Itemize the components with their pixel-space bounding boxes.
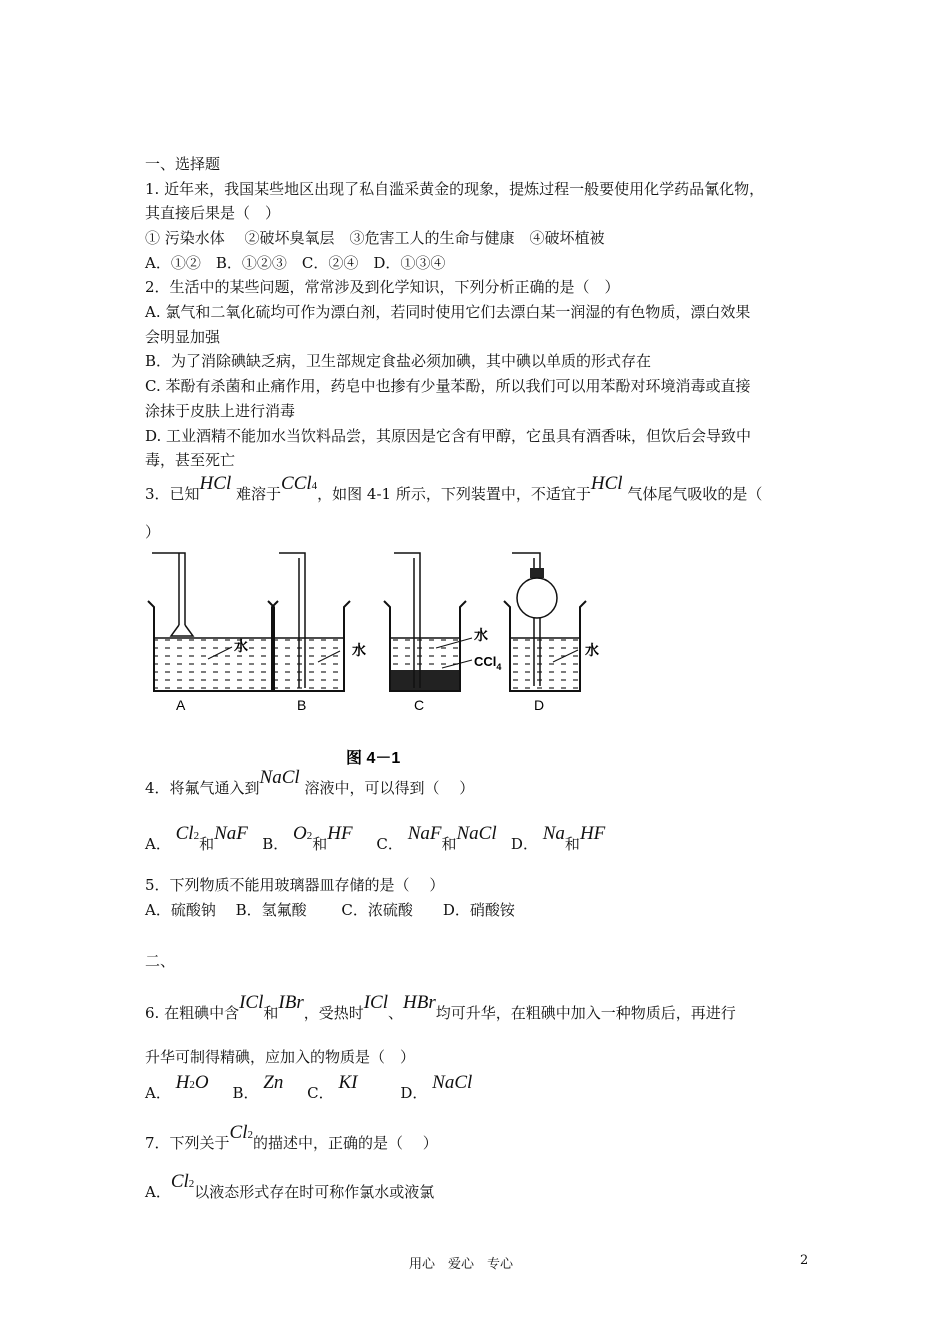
- apparatus-c: [384, 553, 501, 713]
- formula-ccl4: CCl4: [281, 473, 318, 494]
- q2-option-b: B．为了消除碘缺乏病，卫生部规定食盐必须加碘，其中碘以单质的形式存在: [145, 352, 652, 370]
- q4-option-a: A．: [145, 835, 171, 853]
- q4-option-d: D．: [510, 835, 538, 853]
- formula-hf-2: HF: [579, 823, 606, 844]
- label-water-a: 水: [234, 638, 248, 654]
- formula-cl2-2: Cl2: [229, 1122, 253, 1143]
- word-and-5: 和: [263, 1004, 279, 1022]
- q2-option-c2: 涂抹于皮肤上进行消毒: [145, 402, 296, 420]
- q4-options: [145, 823, 606, 856]
- formula-hbr: HBr: [403, 992, 436, 1013]
- q7-text-2: 的描述中，正确的是（ ）: [253, 1134, 438, 1152]
- q3-text-1: 3．已知: [145, 485, 200, 503]
- q2-option-d1: D. 工业酒精不能加水当饮料品尝，其原因是它含有甲醇，它虽具有酒香味，但饮后会导致中: [145, 427, 752, 445]
- formula-nacl-3: NaCl: [432, 1072, 473, 1093]
- apparatus-b: [268, 553, 366, 713]
- apparatus-a: [148, 553, 278, 713]
- q2-option-a2: 会明显加强: [145, 328, 221, 346]
- footer-slogan: 用心 爱心 专心: [409, 1257, 514, 1272]
- formula-naf: NaF: [214, 823, 248, 844]
- q1-items: ① 污染水体 ②破坏臭氧层 ③危害工人的生命与健康 ④破坏植被: [145, 229, 605, 247]
- figure-4-1: [140, 548, 620, 773]
- formula-icl-2: ICl: [363, 992, 389, 1013]
- q5-options: A．硫酸钠 B．氢氟酸 C．浓硫酸 D．硝酸铵: [145, 901, 515, 919]
- q2-option-a1: A. 氯气和二氧化硫均可作为漂白剂，若同时使用它们去漂白某一润湿的有色物质，漂白效果: [145, 303, 751, 321]
- q1-options: A．①② B．①②③ C．②④ D．①③④: [145, 254, 446, 272]
- q6-options: [145, 1072, 473, 1105]
- formula-cl2: Cl2: [175, 823, 200, 844]
- q6-option-b: B．: [232, 1084, 259, 1102]
- formula-h2o: H2O: [175, 1072, 209, 1093]
- q4-option-b: B．: [262, 835, 289, 853]
- section-2-heading: 二、: [145, 952, 176, 970]
- q6-stem-line2: 升华可制得精碘，应加入的物质是（ ）: [145, 1048, 416, 1066]
- q1-line2: 其直接后果是（ ）: [145, 204, 281, 222]
- label-d: D: [534, 697, 545, 713]
- q3-text-3: ，如图 4-1 所示，下列装置中，不适宜于: [317, 485, 591, 503]
- formula-o2: O2: [293, 823, 313, 844]
- formula-zn: Zn: [263, 1072, 284, 1093]
- q7-option-a: [145, 1171, 435, 1204]
- q6-text-1: 6. 在粗碘中含: [145, 1004, 240, 1022]
- q2-stem: 2．生活中的某些问题，常常涉及到化学知识，下列分析正确的是（ ）: [145, 278, 620, 296]
- formula-naf-2: NaF: [407, 823, 442, 844]
- formula-cl2-3: Cl2: [170, 1171, 195, 1192]
- formula-icl: ICl: [239, 992, 264, 1013]
- q6-option-c: C．: [307, 1084, 334, 1102]
- q6-separator: 、: [388, 1004, 404, 1022]
- label-water-c: 水: [474, 627, 488, 643]
- q6-text-2: ，受热时: [303, 1004, 364, 1022]
- label-b: B: [297, 697, 307, 713]
- page-number: 2: [800, 1253, 809, 1268]
- q6-text-3: 均可升华，在粗碘中加入一种物质后，再进行: [435, 1004, 736, 1022]
- q3-text-2: 难溶于: [236, 485, 282, 503]
- word-and-2: 和: [312, 835, 328, 853]
- formula-ibr: IBr: [278, 992, 304, 1013]
- formula-na: Na: [542, 823, 565, 844]
- q4-option-c: C．: [376, 835, 403, 853]
- formula-hf: HF: [327, 823, 353, 844]
- word-and-4: 和: [564, 835, 580, 853]
- q5-stem: 5．下列物质不能用玻璃器皿存储的是（ ）: [145, 876, 445, 894]
- q3-text-4: 气体尾气吸收的是（: [627, 485, 763, 503]
- q6-stem: [145, 992, 736, 1023]
- q2-option-d2: 毒，甚至死亡: [145, 451, 236, 469]
- label-water-b: 水: [352, 642, 366, 658]
- q4-text-2: 溶液中，可以得到（ ）: [304, 779, 475, 797]
- q7-option-a-text: 以液态形式存在时可称作氯水或液氯: [194, 1183, 435, 1201]
- formula-hcl-2: HCl: [590, 473, 623, 494]
- q1-line1: 1. 近年来，我国某些地区出现了私自滥采黄金的现象，提炼过程一般要使用化学药品氰化物，: [145, 180, 765, 198]
- q4-text-1: 4．将氟气通入到: [145, 779, 260, 797]
- figure-caption: 图 4－1: [346, 750, 401, 767]
- apparatus-d: [504, 553, 599, 713]
- q7-text-1: 7．下列关于: [145, 1134, 230, 1152]
- label-water-d: 水: [585, 642, 599, 658]
- q2-option-c1: C. 苯酚有杀菌和止痛作用，药皂中也掺有少量苯酚，所以我们可以用苯酚对环境消毒或直接: [145, 377, 751, 395]
- label-ccl4: CCl$_4$: [474, 654, 502, 672]
- q7-stem: [145, 1122, 438, 1155]
- q6-option-a: A．: [145, 1084, 171, 1102]
- word-and-1: 和: [199, 835, 215, 853]
- formula-ki: KI: [338, 1072, 358, 1093]
- q3-stem: [145, 473, 763, 506]
- formula-hcl: HCl: [199, 473, 232, 494]
- q6-option-d: D．: [400, 1084, 428, 1102]
- q3-stem-end: ）: [145, 523, 161, 541]
- q4-stem: [145, 767, 475, 798]
- label-a: A: [176, 697, 186, 713]
- word-and-3: 和: [441, 835, 457, 853]
- section-1-heading: 一、选择题: [145, 155, 221, 173]
- label-c: C: [414, 697, 425, 713]
- q7-option-a-label: A．: [145, 1183, 171, 1201]
- formula-nacl: NaCl: [259, 767, 300, 788]
- formula-nacl-2: NaCl: [456, 823, 497, 844]
